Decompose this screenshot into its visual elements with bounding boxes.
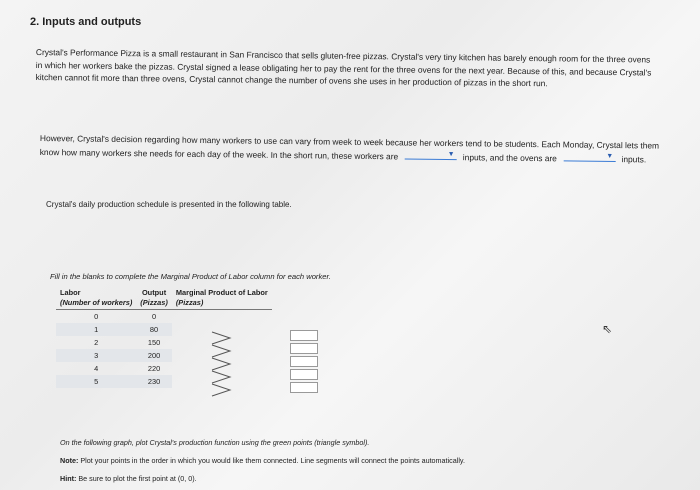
scenario-paragraph: Crystal's Performance Pizza is a small restaurant in San Francisco that sells gluten-free pizzas. Crystal's very tiny kitchen has barely enough room for the three ovens in which her workers bake the pizzas. Crystal signed a lease obligating her to pay the rent for the three ovens for the next year. Because of this, and because Crystal's kitchen cannot fit more than three ovens, Crystal cannot change the number of ovens she uses in her production of pizzas in the short run. [35,46,652,89]
paragraph-text-b: inputs, and the ovens are [462,151,557,163]
output-header: Output (Pizzas) [136,287,172,310]
labor-header: Labor (Number of workers) [56,287,136,310]
short-run-paragraph [40,132,660,166]
mpl-input-worker-3[interactable] [290,356,318,367]
ovens-input-type-dropdown[interactable] [563,151,615,162]
paragraph-text-a: However, Crystal's decision regarding how many workers to use can vary from week to week because her workers tend to be students. Each Monday, Crystal lets them know how many workers she needs for each day of the week. In the short run, these workers are [39,132,660,161]
mpl-input-worker-2[interactable] [290,343,318,354]
table-row: 2 150 [94,338,161,347]
table-row: 0 0 [94,312,157,321]
paragraph-text-c: inputs. [621,153,647,164]
table-row: 5 230 [56,375,272,388]
schedule-intro: Crystal's daily production schedule is presented in the following table. [46,200,292,209]
mpl-header: Marginal Product of Labor (Pizzas) [172,287,272,310]
table-row: 1 80 [56,323,272,336]
workers-input-type-dropdown[interactable] [404,149,456,160]
table-row: 3 200 [56,349,272,362]
mpl-input-worker-1[interactable] [290,330,318,341]
mpl-input-worker-5[interactable] [290,382,318,393]
chevron-down-icon: ▼ [447,150,455,158]
mpl-input-worker-4[interactable] [290,369,318,380]
chevron-down-icon: ▼ [606,152,614,160]
hint-line: Hint: Be sure to plot the first point at (0, 0). [60,474,197,483]
graph-instructions: On the following graph, plot Crystal's production function using the green points (triangle symbol). [60,438,370,447]
mpl-answer-column [290,330,320,395]
table-instructions: Fill in the blanks to complete the Marginal Product of Labor column for each worker. [50,272,331,281]
note-line: Note: Plot your points in the order in which you would like them connected. Line segments will connect the points automatically. [60,456,465,465]
mouse-pointer-icon: ⇖ [602,322,613,336]
connector-arrows [210,326,240,406]
table-row: 4 220 [94,364,161,373]
section-title: 2. Inputs and outputs [30,16,142,28]
